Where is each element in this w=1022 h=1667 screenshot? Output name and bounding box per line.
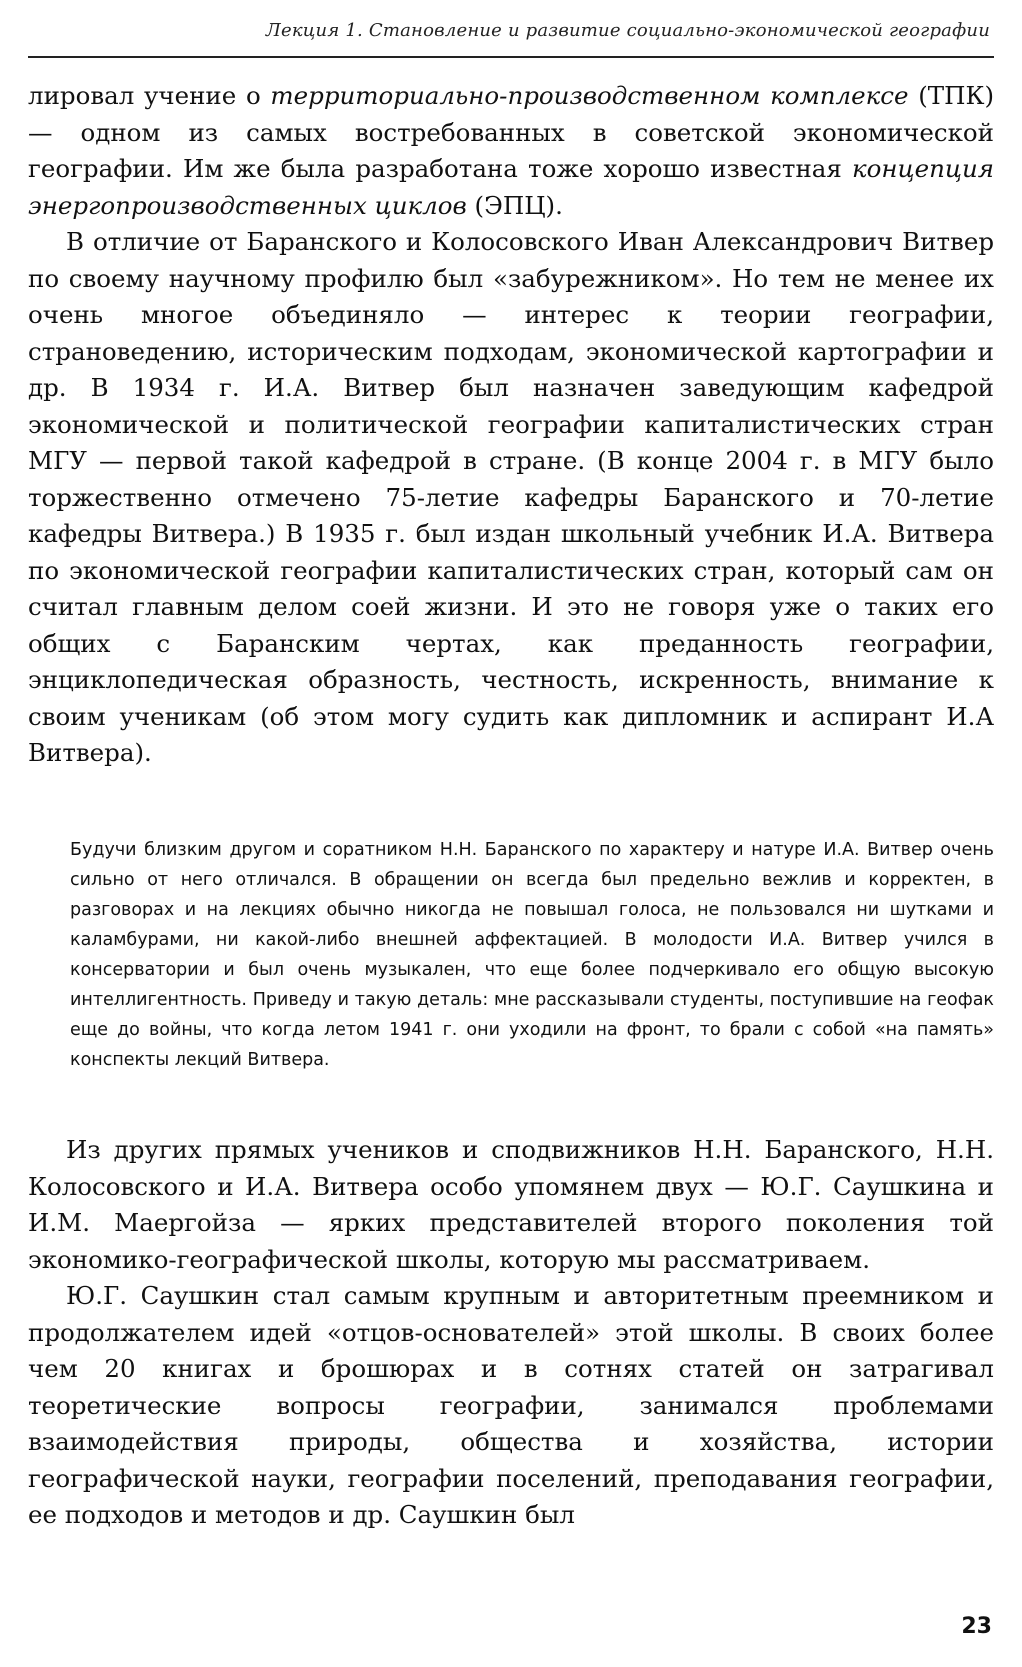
inset-quote-text: Будучи близким другом и соратником Н.Н. Баранского по характеру и натуре И.А. Витвер очень сильно от него отличался. В обращении он всегда был предельно вежлив и корректен, в разговорах и на лекциях обычно никогда не повышал голоса, не пользовался ни шутками и каламбурами, ни какой-либо внешней аффектацией. В молодости И.А. Витвер учился в консерватории и был очень музыкален, что еще более подчеркивало его общую высокую интеллигентность. Приведу и такую деталь: мне рассказывали студенты, поступившие на геофак еще до войны, что когда летом 1941 г. они уходили на фронт, то брали с собой «на память» конспекты лекций Витвера. bbox=[70, 840, 994, 1070]
page-number: 23 bbox=[961, 1614, 992, 1639]
emphasis-term-tpk: территориально-производственном комплексе bbox=[270, 81, 909, 110]
paragraph-saushkin: Ю.Г. Саушкин стал самым крупным и авторитетным преемником и продолжателем идей «отцов-основателей» этой школы. В своих более чем 20 книгах и брошюрах и в сотнях статей он затрагивал теоретические вопросы географии, занимался проблемами взаимодействия природы, общества и хозяйства, истории географической науки, географии поселений, преподавания географии, ее подходов и методов и др. Саушкин был bbox=[28, 1281, 994, 1529]
paragraph-vitver: В отличие от Баранского и Колосовского Иван Александрович Витвер по своему научному профилю был «забурежником». Но тем не менее их очень многое объединяло — интерес к теории географии, страноведению, историческим подходам, экономической картографии и др. В 1934 г. И.А. Витвер был назначен заведующим кафедрой экономической и политической географии капиталистических стран МГУ — первой такой кафедрой в стране. (В конце 2004 г. в МГУ было торжественно отмечено 75-летие кафедры Баранского и 70-летие кафедры Витвера.) В 1935 г. был издан школьный учебник И.А. Витвера по экономической географии капиталистических стран, который сам он считал главным делом соей жизни. И это не говоря уже о таких его общих с Баранским чертах, как преданность географии, энциклопедическая образность, честность, искренность, внимание к своим ученикам (об этом могу судить как дипломник и аспирант И.А Витвера). bbox=[28, 227, 994, 767]
header-divider bbox=[28, 56, 994, 58]
paragraph-students: Из других прямых учеников и сподвижников Н.Н. Баранского, Н.Н. Колосовского и И.А. Витвера особо упомянем двух — Ю.Г. Саушкина и И.М. Маергойза — ярких представителей второго поколения той экономико-географической школы, которую мы рассматриваем. bbox=[28, 1135, 994, 1274]
main-text-top bbox=[28, 78, 994, 772]
paragraph-text: (ЭПЦ). bbox=[466, 190, 563, 220]
paragraph-continuation bbox=[28, 78, 994, 224]
main-text-bottom bbox=[28, 1132, 994, 1534]
emphasis-term-epc: концепция энергопроизводственных циклов bbox=[28, 154, 994, 220]
paragraph-text: (ТПК) — одном из самых востребованных в советской экономической географии. Им же была разработана тоже хорошо известная bbox=[28, 81, 994, 183]
inset-quote-block bbox=[70, 835, 994, 1075]
paragraph-text: лировал учение о bbox=[28, 81, 271, 110]
running-header: Лекция 1. Становление и развитие социально-экономической географии bbox=[265, 20, 990, 41]
